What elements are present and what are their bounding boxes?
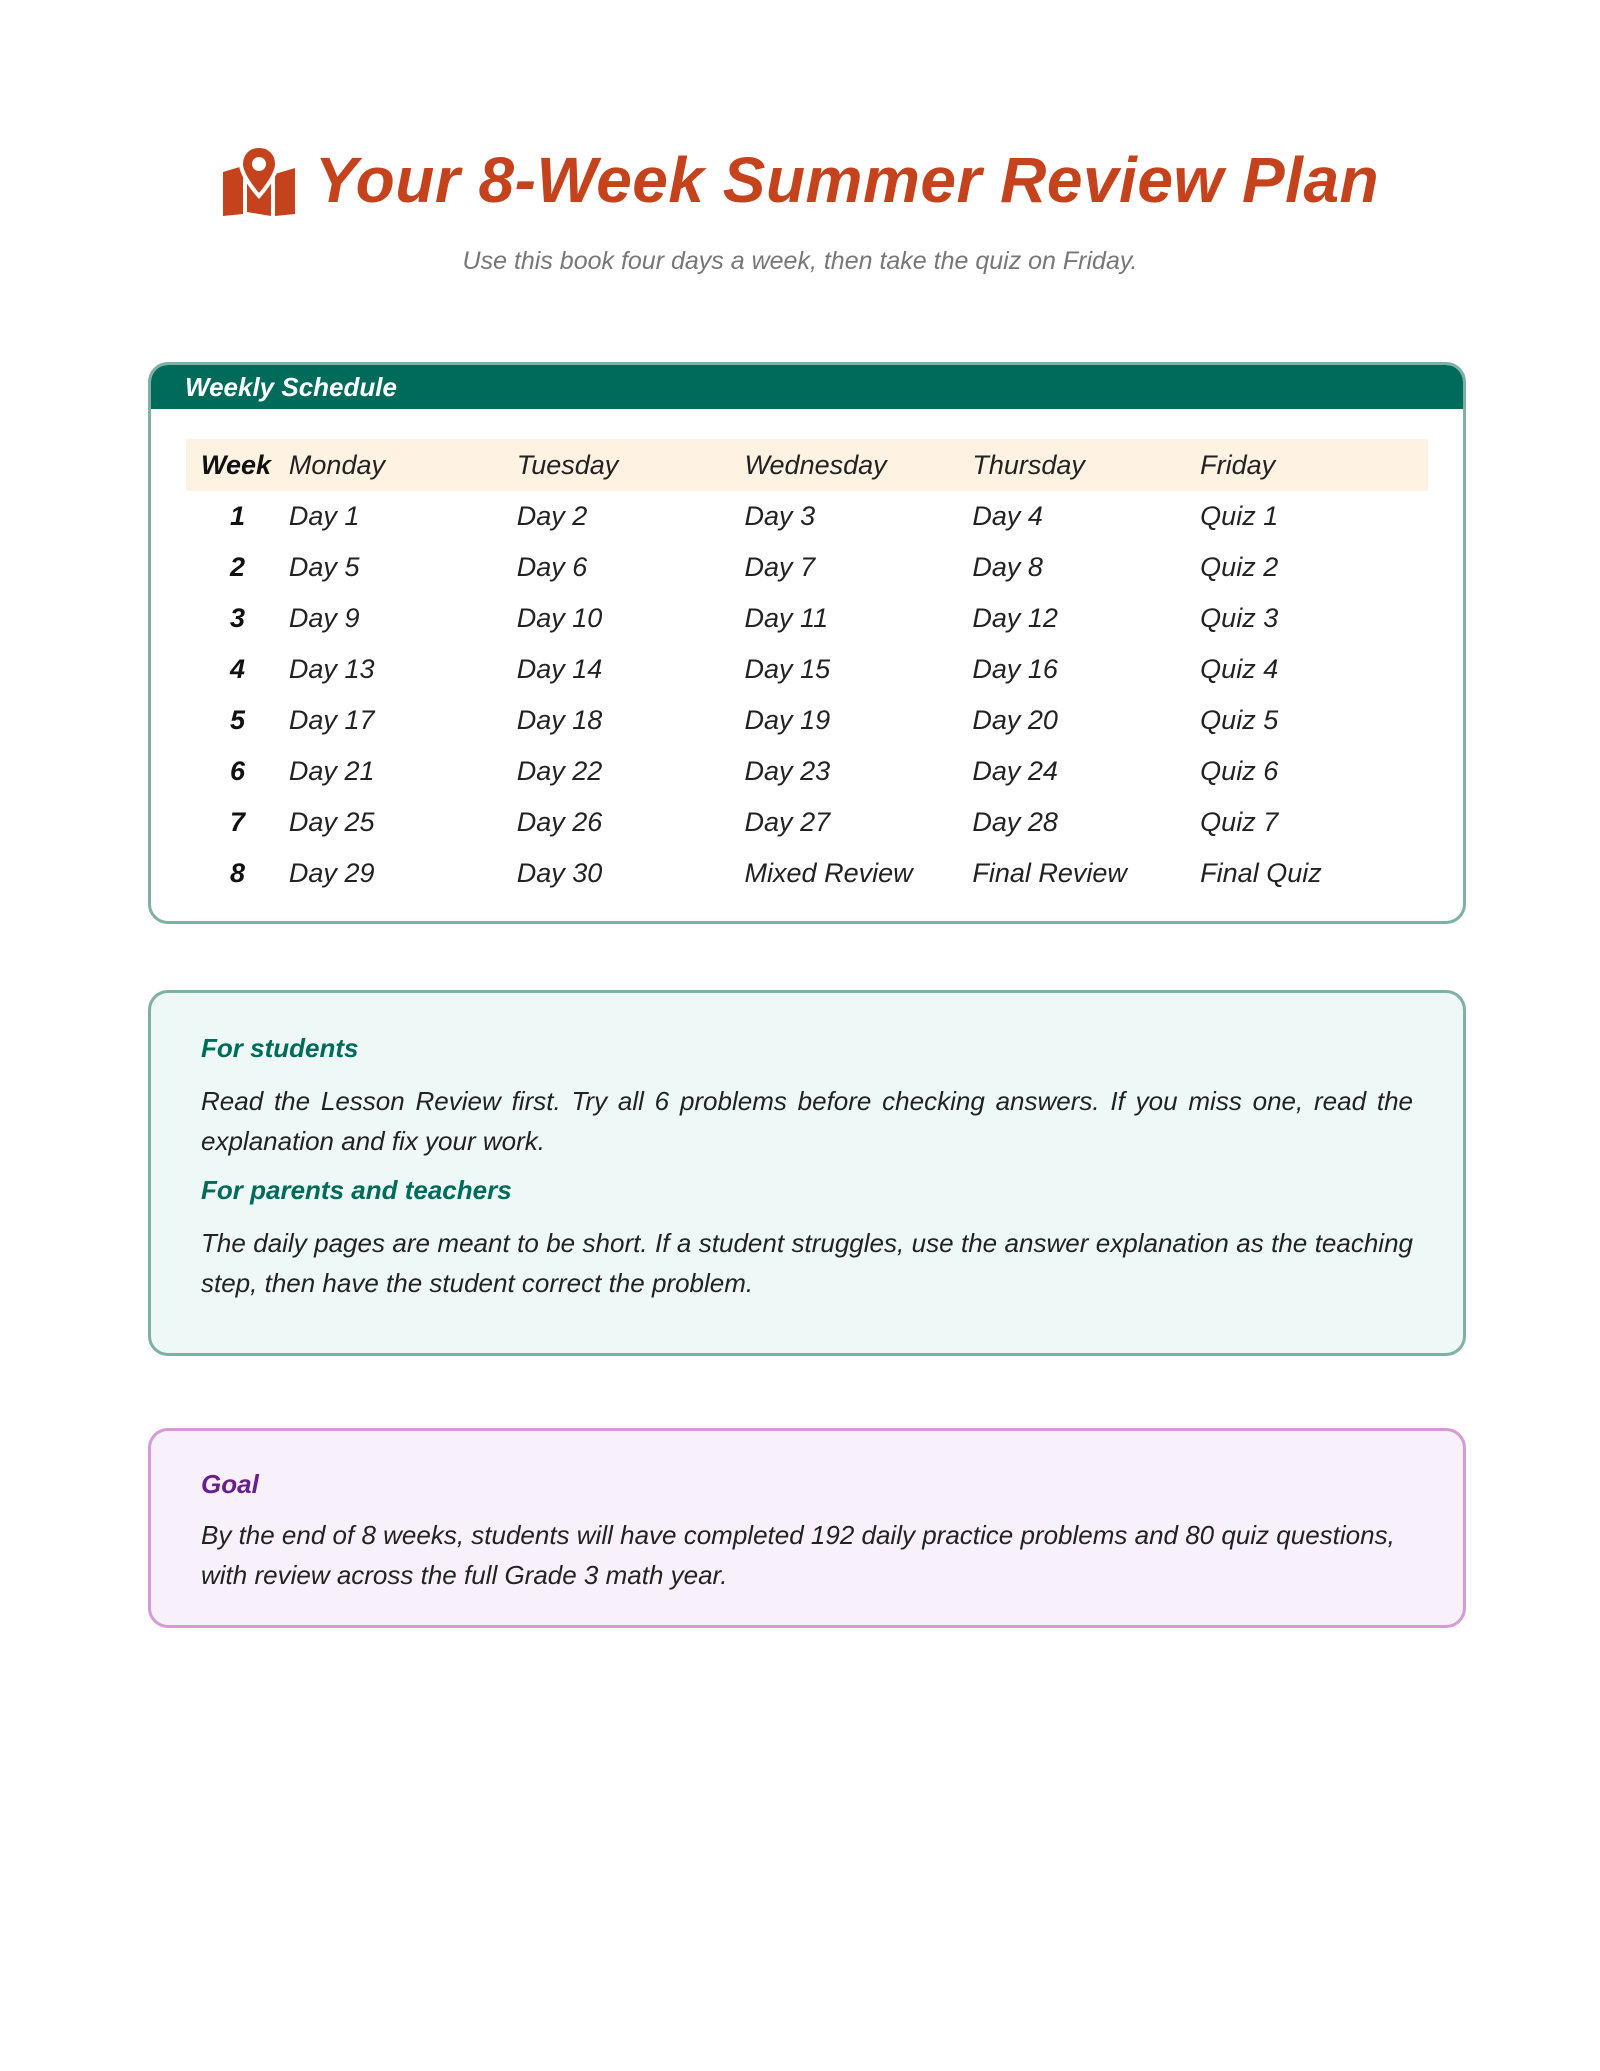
week-number: 3 [229,603,245,633]
title-row [0,140,1600,220]
schedule-table [186,439,1428,899]
table-cell: Day 22 [516,756,603,786]
column-header-monday: Monday [288,449,385,480]
table-cell: Day 17 [288,705,375,735]
weekly-schedule-heading: Weekly Schedule [151,365,1463,409]
column-header-tuesday: Tuesday [516,449,619,480]
weekly-schedule-card [148,362,1466,924]
week-number: 2 [229,552,245,582]
goal-heading: Goal [201,1469,259,1499]
goal-card [148,1428,1466,1628]
map-pin-icon [221,144,297,216]
table-cell: Day 16 [972,654,1058,684]
table-cell: Day 25 [288,807,375,837]
for-students-text: Read the Lesson Review first. Try all 6 problems before checking answers. If you miss one, read the explanation and fix your work. [201,1086,1413,1156]
table-row [186,797,1428,848]
table-cell: Day 19 [744,705,831,735]
table-row [186,491,1428,542]
table-cell: Day 3 [744,501,816,531]
table-cell: Quiz 6 [1200,756,1279,786]
table-cell: Day 27 [744,807,831,837]
table-cell: Mixed Review [744,858,913,888]
schedule-table-header [186,439,1428,491]
table-cell: Quiz 2 [1200,552,1279,582]
week-number: 7 [229,807,245,837]
page-title: Your 8-Week Summer Review Plan [314,144,1380,216]
table-cell: Day 20 [972,705,1058,735]
table-cell: Day 24 [972,756,1058,786]
week-number: 8 [229,858,245,888]
table-cell: Day 12 [972,603,1058,633]
table-cell: Day 10 [516,603,603,633]
table-cell: Final Review [972,858,1127,888]
week-number: 4 [229,654,245,684]
week-number: 5 [229,705,245,735]
table-cell: Day 21 [288,756,375,786]
for-students-heading: For students [201,1033,359,1063]
table-cell: Day 6 [516,552,588,582]
table-cell: Day 29 [288,858,375,888]
table-cell: Quiz 4 [1200,654,1279,684]
table-cell: Day 1 [288,501,360,531]
table-cell: Day 26 [516,807,603,837]
table-cell: Quiz 7 [1200,807,1279,837]
table-cell: Day 30 [516,858,603,888]
table-cell: Day 28 [972,807,1058,837]
table-cell: Day 13 [288,654,375,684]
for-parents-heading: For parents and teachers [201,1175,512,1205]
table-cell: Day 5 [288,552,360,582]
table-cell: Day 9 [288,603,360,633]
column-header-friday: Friday [1200,449,1276,480]
table-cell: Day 23 [744,756,831,786]
table-cell: Day 15 [744,654,831,684]
table-cell: Day 18 [516,705,603,735]
column-header-wednesday: Wednesday [744,449,887,480]
table-cell: Day 8 [972,552,1043,582]
table-cell: Day 11 [744,603,829,633]
table-cell: Day 7 [744,552,816,582]
table-cell: Quiz 1 [1200,501,1279,531]
page-header [0,140,1600,276]
table-row [186,848,1428,899]
week-number: 1 [229,501,245,531]
table-row [186,746,1428,797]
table-row [186,542,1428,593]
for-parents-text: The daily pages are meant to be short. If a student struggles, use the answer explanation as the teaching step, then have the student correct the problem. [201,1228,1413,1298]
table-cell: Day 2 [516,501,588,531]
goal-text: By the end of 8 weeks, students will have completed 192 daily practice problems and 80 quiz questions, with review across the full Grade 3 math year. [201,1520,1395,1590]
table-row [186,593,1428,644]
table-row [186,644,1428,695]
table-cell: Final Quiz [1200,858,1322,888]
week-number: 6 [229,756,245,786]
table-cell: Day 14 [516,654,603,684]
table-cell: Day 4 [972,501,1043,531]
table-cell: Quiz 3 [1200,603,1279,633]
page-subtitle: Use this book four days a week, then take the quiz on Friday. [462,247,1138,275]
table-row [186,695,1428,746]
column-header-thursday: Thursday [972,449,1085,480]
guidance-card [148,990,1466,1356]
table-cell: Quiz 5 [1200,705,1279,735]
column-header-week: Week [201,449,272,480]
